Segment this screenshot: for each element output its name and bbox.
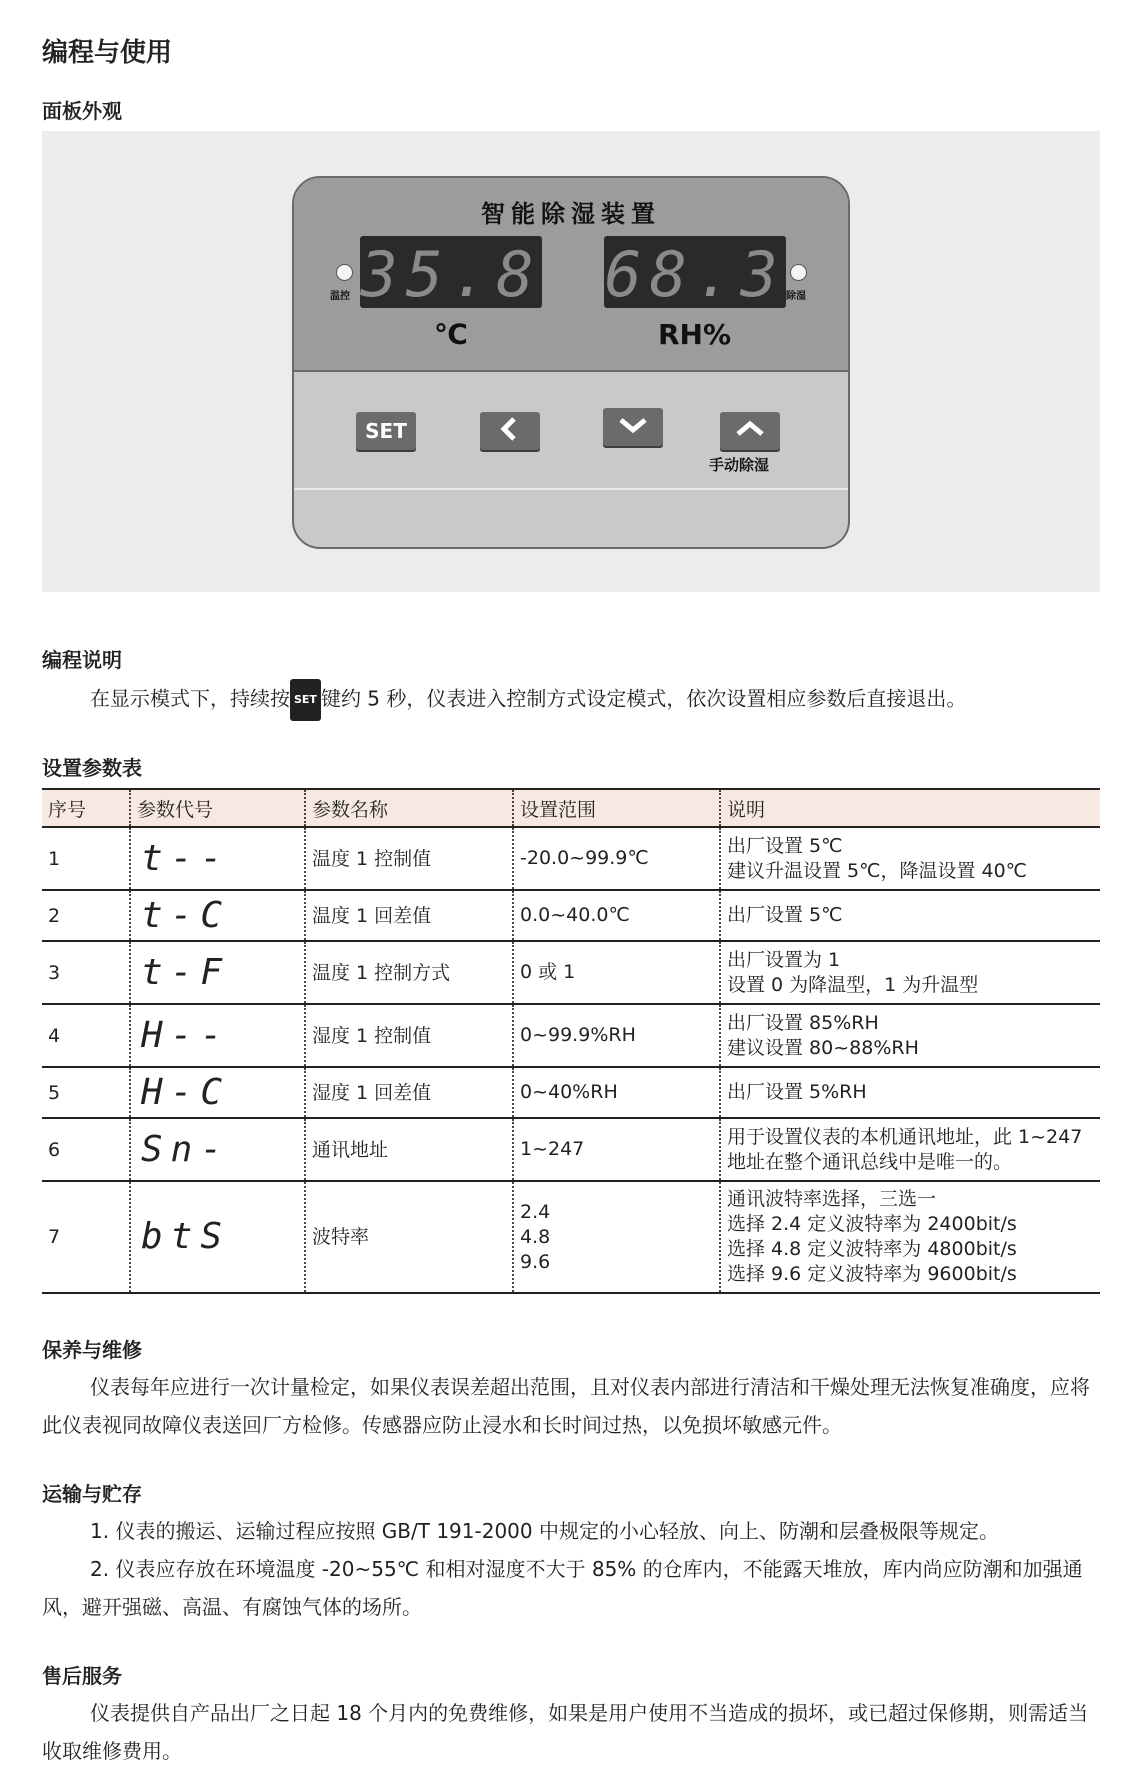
range-line: 0.0~40.0℃ (520, 904, 630, 926)
table-row (42, 941, 1100, 1004)
page-title: 编程与使用 (42, 38, 173, 68)
chevron-down-icon (617, 415, 649, 439)
cell-code: Sn- (130, 1118, 305, 1181)
cell-name: 波特率 (305, 1181, 513, 1293)
col-header-range: 设置范围 (513, 789, 720, 827)
note-line: 出厂设置 85%RH (727, 1011, 879, 1034)
range-line: -20.0~99.9℃ (520, 847, 649, 869)
col-header-code: 参数代号 (130, 789, 305, 827)
cell-range (513, 941, 720, 1004)
col-header-no: 序号 (42, 789, 130, 827)
cell-no: 6 (42, 1118, 130, 1181)
cell-no: 2 (42, 890, 130, 941)
section-heading-panel: 面板外观 (42, 99, 122, 123)
table-row (42, 1004, 1100, 1067)
cell-range (513, 1118, 720, 1181)
set-button[interactable]: SET (356, 412, 416, 450)
up-arrow-button[interactable] (720, 412, 780, 450)
range-line: 4.8 (520, 1225, 551, 1248)
note-line: 建议设置 80~88%RH (727, 1036, 919, 1059)
cell-name: 湿度 1 控制值 (305, 1004, 513, 1067)
cell-code: t-- (130, 827, 305, 890)
note-line: 地址在整个通讯总线中是唯一的。 (727, 1150, 1013, 1173)
cell-no: 1 (42, 827, 130, 890)
left-arrow-button[interactable] (480, 412, 540, 450)
cell-no: 3 (42, 941, 130, 1004)
cell-code: t-C (130, 890, 305, 941)
cell-note (720, 827, 1100, 890)
manual-dehumidify-label: 手动除湿 (709, 456, 770, 474)
params-table (42, 788, 1100, 1294)
col-header-name: 参数名称 (305, 789, 513, 827)
cell-name: 温度 1 回差值 (305, 890, 513, 941)
cell-range (513, 1067, 720, 1118)
note-line: 通讯波特率选择，三选一 (727, 1188, 937, 1210)
temp-led-indicator (336, 264, 353, 281)
device-display-area (294, 178, 848, 372)
transport-item: 2. 仪表应存放在环境温度 -20~55℃ 和相对湿度不大于 85% 的仓库内，不能露天堆放，库内尚应防潮和加强通风，避开强磁、高温、有腐蚀气体的场所。 (42, 1557, 1083, 1619)
maintenance-text: 仪表每年应进行一次计量检定，如果仪表误差超出范围，且对仪表内部进行清洁和干燥处理无法恢复准确度，应将此仪表视同故障仪表送回厂方检修。传感器应防止浸水和长时间过热，以免损坏敏感元件。 (42, 1375, 1090, 1437)
dehumidify-led-indicator (790, 264, 807, 281)
cell-range (513, 827, 720, 890)
cell-code: H-C (130, 1067, 305, 1118)
programming-text-before: 在显示模式下，持续按 (90, 686, 290, 711)
cell-range (513, 890, 720, 941)
note-line: 出厂设置为 1 (727, 948, 841, 971)
cell-note (720, 1181, 1100, 1293)
humidity-display (604, 236, 786, 311)
cell-name: 温度 1 控制方式 (305, 941, 513, 1004)
cell-note (720, 941, 1100, 1004)
range-line: 1~247 (520, 1138, 585, 1160)
cell-note (720, 890, 1100, 941)
note-line: 用于设置仪表的本机通讯地址，此 1~247 (727, 1125, 1083, 1148)
range-line: 0~40%RH (520, 1081, 618, 1103)
dehumidify-led-label: 除湿 (786, 291, 806, 302)
cell-range (513, 1181, 720, 1293)
cell-note (720, 1118, 1100, 1181)
cell-no: 5 (42, 1067, 130, 1118)
chevron-left-icon (498, 411, 522, 451)
humidity-unit: RH% (658, 318, 732, 351)
transport-paragraphs (42, 1512, 1100, 1626)
programming-text-after: 键约 5 秒，仪表进入控制方式设定模式，依次设置相应参数后直接退出。 (320, 686, 967, 711)
cell-no: 4 (42, 1004, 130, 1067)
device-divider (294, 488, 848, 490)
cell-note (720, 1067, 1100, 1118)
programming-paragraph (42, 679, 1100, 721)
service-text: 仪表提供自产品出厂之日起 18 个月内的免费维修，如果是用户使用不当造成的损坏，或已超过保修期，则需适当收取维修费用。 (42, 1701, 1089, 1763)
chevron-up-icon (734, 419, 766, 443)
device-title: 智能除湿装置 (481, 200, 661, 228)
temp-display (360, 236, 542, 311)
range-line: 0 或 1 (520, 961, 576, 983)
cell-code: H-- (130, 1004, 305, 1067)
note-line: 建议升温设置 5℃，降温设置 40℃ (727, 859, 1028, 882)
section-heading-transport: 运输与贮存 (42, 1482, 142, 1506)
section-heading-programming: 编程说明 (42, 648, 122, 672)
controller-device (292, 176, 850, 549)
range-line: 9.6 (520, 1250, 551, 1273)
table-header-row (42, 789, 1100, 827)
cell-name: 通讯地址 (305, 1118, 513, 1181)
temp-led-label: 温控 (330, 291, 350, 302)
temp-unit: ℃ (434, 318, 468, 351)
section-heading-service: 售后服务 (42, 1664, 122, 1688)
note-line: 选择 9.6 定义波特率为 9600bit/s (727, 1263, 1017, 1285)
cell-note (720, 1004, 1100, 1067)
service-paragraph (42, 1694, 1100, 1770)
down-arrow-button[interactable] (603, 408, 663, 446)
table-row (42, 827, 1100, 890)
set-key-badge: SET (290, 679, 321, 721)
cell-range (513, 1004, 720, 1067)
maintenance-paragraph (42, 1368, 1100, 1444)
note-line: 出厂设置 5%RH (727, 1081, 867, 1103)
section-heading-params: 设置参数表 (42, 756, 142, 780)
table-row (42, 890, 1100, 941)
cell-no: 7 (42, 1181, 130, 1293)
cell-name: 湿度 1 回差值 (305, 1067, 513, 1118)
note-line: 出厂设置 5℃ (727, 834, 843, 857)
note-line: 选择 2.4 定义波特率为 2400bit/s (727, 1213, 1017, 1235)
section-heading-maintenance: 保养与维修 (42, 1338, 142, 1362)
range-line: 0~99.9%RH (520, 1024, 636, 1046)
col-header-note: 说明 (720, 789, 1100, 827)
table-row (42, 1118, 1100, 1181)
note-line: 出厂设置 5℃ (727, 904, 843, 926)
cell-name: 温度 1 控制值 (305, 827, 513, 890)
note-line: 选择 4.8 定义波特率为 4800bit/s (727, 1238, 1017, 1260)
transport-item: 1. 仪表的搬运、运输过程应按照 GB/T 191-2000 中规定的小心轻放、向上、防潮和层叠极限等规定。 (90, 1519, 999, 1543)
range-line: 2.4 (520, 1200, 551, 1223)
humidity-display-value: 68.3 (604, 238, 786, 311)
table-row (42, 1067, 1100, 1118)
cell-code: t-F (130, 941, 305, 1004)
cell-code: btS (130, 1181, 305, 1293)
temp-display-value: 35.8 (360, 238, 542, 311)
note-line: 设置 0 为降温型，1 为升温型 (727, 973, 979, 996)
table-row (42, 1181, 1100, 1293)
